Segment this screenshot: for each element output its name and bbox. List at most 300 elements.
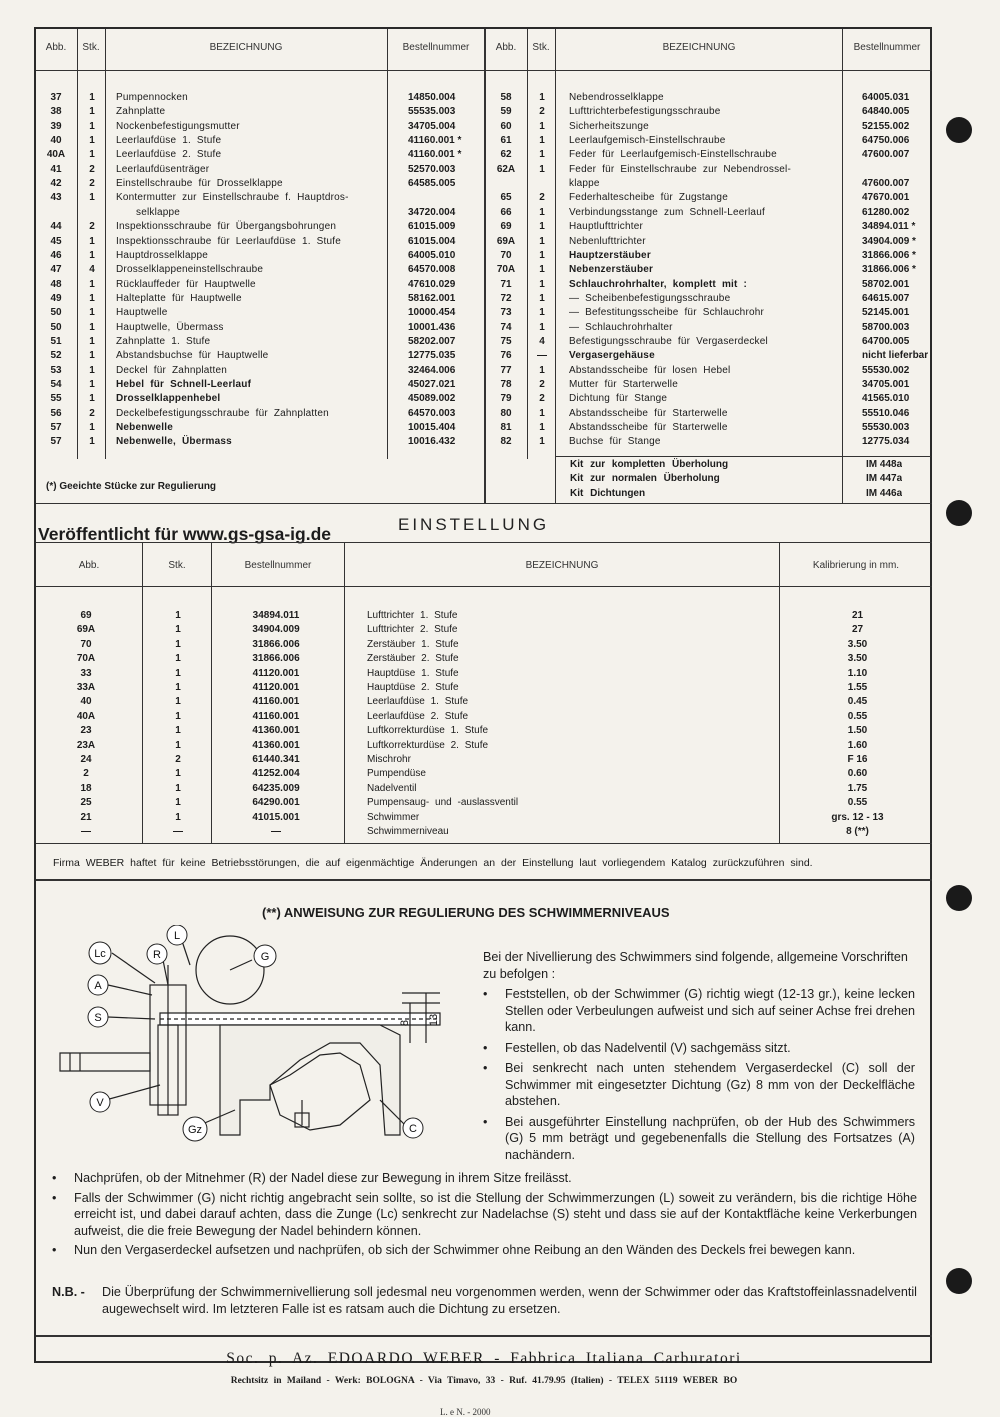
cell-stk: 1	[89, 335, 95, 347]
cell-abb: 69	[80, 610, 92, 621]
cell-abb: 69	[500, 221, 512, 233]
cell-abb: 18	[80, 782, 92, 794]
cell-bestellnummer: 31866.006 *	[862, 264, 916, 276]
cell-bestellnummer: nicht lieferbar	[862, 350, 929, 362]
cell-bestellnummer: 58700.003	[862, 321, 910, 333]
cell-bestellnummer: 47600.007	[862, 149, 910, 161]
cell-bezeichnung: Federhaltescheibe für Zugstange	[569, 192, 728, 204]
print-code: L. e N. - 2000	[440, 1407, 491, 1417]
cell-abb: 40	[80, 696, 92, 708]
cell-stk: 1	[89, 235, 95, 247]
cell-bezeichnung: Hauptdrosselklappe	[116, 249, 208, 261]
cell-bezeichnung: Nockenbefestigungsmutter	[116, 120, 240, 132]
cell-stk: 2	[539, 393, 545, 405]
cell-bestellnummer: 12775.034	[862, 436, 910, 448]
cell-stk: 1	[539, 407, 545, 419]
callout-s	[88, 1007, 108, 1027]
cell-bezeichnung: Rücklauffeder für Hauptwelle	[116, 278, 256, 290]
cell-stk: 1	[539, 206, 545, 218]
bullet-text: Feststellen, ob der Schwimmer (G) richtig wiegt (12-13 gr.), keine lecken Stellen oder Verbeulungen aufweist und sich auf seiner Achse frei drehen kann.	[505, 987, 915, 1034]
cell-abb: 51	[50, 335, 62, 347]
cell-abb: 70A	[496, 264, 516, 276]
instructions-right-bullets	[483, 986, 915, 1167]
cell-stk: 1	[175, 782, 181, 794]
cell-bezeichnung: Feder für Leerlaufgemisch-Einstellschraube	[569, 149, 777, 161]
svg-text:R: R	[153, 949, 161, 961]
cell-bestellnummer: 31866.006	[252, 638, 300, 650]
cell-bezeichnung: Drosselklappenhebel	[116, 393, 221, 405]
cell-stk: 4	[539, 335, 545, 347]
kit-number: IM 447a	[866, 473, 903, 485]
cell-bezeichnung: Nebenwelle, Übermass	[116, 436, 232, 448]
cell-bestellnummer: 55530.002	[862, 364, 910, 376]
cell-stk: 1	[89, 92, 95, 103]
cell-abb: 33A	[76, 682, 96, 693]
instruction-bullet: • Feststellen, ob der Schwimmer (G) richtig wiegt (12-13 gr.), keine lecken Stellen oder Verbeulungen aufweist und sich auf seiner Achse frei drehen kann.	[483, 987, 915, 1034]
cell-bestellnummer: 41120.001	[252, 667, 300, 679]
dimension-8: 8	[399, 1019, 411, 1027]
cell-bestellnummer: 61280.002	[862, 206, 910, 218]
cell-bezeichnung: Mutter für Starterwelle	[569, 379, 678, 390]
binder-hole	[946, 885, 972, 911]
cell-stk: 1	[175, 768, 181, 780]
cell-stk: 1	[539, 249, 545, 261]
cell-bestellnummer: 10000.454	[408, 307, 456, 319]
cell-stk: —	[173, 826, 183, 837]
cell-bestellnummer: 41360.001	[252, 739, 300, 751]
cell-bezeichnung: — Schlauchrohrhalter	[569, 321, 673, 333]
cell-abb: 43	[50, 192, 62, 204]
cell-bezeichnung: Nebenlufttrichter	[569, 235, 646, 247]
cell-kalibrierung: 1.10	[847, 667, 868, 679]
cell-stk: 1	[89, 307, 95, 319]
cell-stk: 1	[539, 321, 545, 333]
disclaimer: Firma WEBER haftet für keine Betriebsstörungen, die auf eigenmächtige Änderungen an der Einstellung laut vorliegendem Katalog zurückzuführen sind.	[53, 857, 813, 869]
cell-bezeichnung: Schlauchrohrhalter, komplett mit :	[569, 278, 748, 290]
cell-abb: 21	[80, 811, 92, 823]
cell-bestellnummer: 34705.001	[862, 379, 910, 390]
cell-stk: 1	[89, 292, 95, 304]
instruction-bullet: • Bei ausgeführter Einstellung nachprüfen, ob der Hub des Schwimmers (G) 5 mm beträgt und gegebenenfalls die Stellung des Fortsatzes (A) nachändern.	[483, 1114, 915, 1162]
svg-text:S: S	[94, 1012, 102, 1024]
cell-abb: 50	[50, 321, 62, 333]
cell-abb: 42	[50, 178, 62, 190]
cell-abb: 72	[500, 292, 512, 304]
cell-abb: 40A	[46, 149, 66, 161]
cell-abb: 39	[50, 120, 62, 132]
callout-c	[403, 1118, 423, 1138]
cell-bezeichnung: Zahnplatte 1. Stufe	[116, 335, 211, 347]
cell-bestellnummer: 64570.008	[408, 264, 456, 276]
cell-stk: 1	[539, 92, 545, 103]
cell-bezeichnung: Drosselklappeneinstellschraube	[116, 264, 264, 276]
cell-bezeichnung: Hauptdüse 1. Stufe	[367, 667, 459, 679]
bullet-text: Bei ausgeführter Einstellung nachprüfen, ob der Hub des Schwimmers (G) 5 mm beträgt und gegebenenfalls die Stellung des Fortsatzes (A) nachändern.	[505, 1114, 915, 1162]
cell-bezeichnung: Leerlaufdüsenträger	[116, 163, 210, 175]
cell-kalibrierung: 8 (**)	[846, 826, 869, 837]
cell-abb: 2	[83, 768, 89, 780]
callout-r	[147, 944, 167, 964]
calib-header-abb: Abb.	[78, 560, 100, 571]
cell-abb: 81	[500, 422, 512, 434]
instructions-full-bullets	[52, 1170, 917, 1262]
instruction-bullet: • Nachprüfen, ob der Mitnehmer (R) der Nadel diese zur Bewegung in ihrem Sitze freilässt.	[52, 1171, 572, 1185]
cell-bezeichnung: Hebel für Schnell-Leerlauf	[116, 379, 252, 390]
cell-stk: 1	[175, 653, 181, 665]
header-stk-right: Stk.	[532, 42, 550, 53]
cell-stk: 1	[89, 135, 95, 147]
cell-bezeichnung: Leerlaufdüse 2. Stufe	[367, 710, 469, 722]
cell-stk: 1	[89, 120, 95, 132]
cell-bestellnummer: 64235.009	[252, 782, 300, 794]
callout-g	[254, 945, 276, 967]
cell-stk: 1	[539, 292, 545, 304]
bullet-text: Nachprüfen, ob der Mitnehmer (R) der Nadel diese zur Bewegung in ihrem Sitze freilässt.	[74, 1171, 572, 1185]
cell-abb: 25	[80, 797, 92, 809]
instruction-bullet: • Nun den Vergaserdeckel aufsetzen und nachprüfen, ob sich der Schwimmer ohne Reibung an den Wänden des Deckels frei bewegen kann.	[52, 1243, 856, 1257]
cell-bestellnummer: 41120.001	[252, 682, 300, 693]
cell-stk: 1	[539, 422, 545, 434]
cell-stk: 1	[89, 364, 95, 376]
cell-bestellnummer: 34904.009	[252, 624, 300, 636]
cell-bezeichnung: Zerstäuber 1. Stufe	[367, 638, 459, 650]
cell-bezeichnung: Schwimmerniveau	[367, 826, 449, 837]
calibrated-parts-footnote: (*) Geeichte Stücke zur Regulierung	[46, 481, 217, 492]
cell-bezeichnung: Lufttrichterbefestigungsschraube	[569, 106, 721, 118]
cell-bezeichnung: klappe	[569, 178, 600, 190]
cell-stk: 1	[539, 436, 545, 448]
cell-abb: 77	[500, 364, 512, 376]
bullet-text: Festellen, ob das Nadelventil (V) sachgemäss sitzt.	[505, 1040, 791, 1055]
footer-company: Soc. p. Az. EDOARDO WEBER - Fabbrica Italiana Carburatori	[226, 1350, 742, 1367]
cell-bezeichnung: Leerlaufdüse 1. Stufe	[116, 135, 222, 147]
cell-bestellnummer: 61015.009	[408, 221, 456, 233]
cell-stk: 4	[89, 264, 95, 276]
cell-abb: 46	[50, 249, 62, 261]
cell-stk: 1	[175, 725, 181, 737]
binder-hole	[946, 1268, 972, 1294]
cell-stk: 1	[539, 307, 545, 319]
cell-abb: 73	[500, 307, 512, 319]
svg-text:Gz: Gz	[187, 1124, 203, 1136]
cell-abb: 38	[50, 106, 62, 118]
cell-kalibrierung: F 16	[847, 754, 868, 765]
cell-bezeichnung: Nebendrosselklappe	[569, 92, 664, 103]
cell-bestellnummer: 34705.004	[408, 120, 456, 132]
cell-bestellnummer: 61015.004	[408, 235, 456, 247]
callout-l	[167, 925, 187, 945]
cell-bestellnummer: 45089.002	[408, 393, 456, 405]
cell-stk: 1	[539, 278, 545, 290]
cell-stk: 1	[89, 106, 95, 118]
cell-bezeichnung: Kontermutter zur Einstellschraube f. Hauptdros-	[116, 192, 349, 204]
calib-header-kal: Kalibrierung in mm.	[812, 560, 900, 571]
cell-stk: 2	[89, 163, 95, 175]
cell-abb: 47	[50, 264, 62, 276]
cell-bezeichnung: Pumpensaug- und -auslassventil	[367, 797, 519, 809]
cell-bezeichnung: Abstandsscheibe für losen Hebel	[569, 364, 731, 376]
cell-bezeichnung: Hauptzerstäuber	[569, 249, 651, 261]
cell-abb: 75	[500, 335, 512, 347]
cell-abb: 44	[50, 221, 62, 233]
cell-bezeichnung: Nebenwelle	[116, 422, 174, 434]
cell-bestellnummer: —	[271, 826, 281, 837]
cell-bestellnummer: 52155.002	[862, 120, 910, 132]
cell-abb: 57	[50, 436, 62, 448]
cell-abb: 60	[500, 120, 512, 132]
cell-bestellnummer: 47670.001	[862, 192, 910, 204]
cell-stk: 1	[539, 221, 545, 233]
cell-stk: 1	[539, 149, 545, 161]
cell-kalibrierung: 0.55	[847, 710, 868, 722]
cell-bestellnummer: 64290.001	[252, 797, 300, 809]
cell-abb: 62	[500, 149, 512, 161]
cell-stk: 2	[89, 407, 95, 419]
cell-bestellnummer: 41160.001	[252, 696, 300, 708]
cell-bestellnummer: 34904.009 *	[862, 235, 916, 247]
cell-stk: 2	[539, 379, 545, 390]
cell-bezeichnung: Lufttrichter 1. Stufe	[367, 610, 458, 621]
cell-abb: 71	[500, 278, 512, 290]
cell-bezeichnung: — Scheibenbefestigungsschraube	[569, 292, 731, 304]
cell-bezeichnung: Deckel für Zahnplatten	[116, 364, 228, 376]
cell-bestellnummer: 64570.003	[408, 407, 456, 419]
cell-bestellnummer: 45027.021	[408, 379, 456, 390]
cell-bezeichnung: Mischrohr	[367, 754, 411, 765]
cell-stk: 1	[175, 682, 181, 693]
cell-bestellnummer: 32464.006	[408, 364, 456, 376]
watermark: Veröffentlicht für www.gs-gsa-ig.de	[38, 524, 331, 544]
cell-stk: 1	[175, 696, 181, 708]
cell-bestellnummer: 52570.003	[408, 163, 456, 175]
cell-bezeichnung: Lufttrichter 2. Stufe	[367, 624, 458, 636]
kit-name: Kit Dichtungen	[570, 487, 646, 499]
cell-kalibrierung: 27	[851, 624, 864, 636]
cell-bestellnummer: 64840.005	[862, 106, 910, 118]
cell-bestellnummer: 41015.001	[252, 811, 300, 823]
cell-abb: 33	[80, 667, 92, 679]
cell-bezeichnung: Inspektionsschraube für Übergangsbohrungen	[116, 221, 337, 233]
cell-kalibrierung: 3.50	[847, 638, 868, 650]
cell-bestellnummer: 34894.011 *	[862, 221, 916, 233]
cell-bestellnummer: 10001.436	[408, 321, 456, 333]
cell-bezeichnung: Einstellschraube für Drosselklappe	[116, 178, 283, 190]
cell-bezeichnung: selklappe	[136, 206, 181, 218]
cell-abb: 55	[50, 393, 62, 405]
cell-bestellnummer: 64700.005	[862, 335, 910, 347]
instructions-intro: Bei der Nivellierung des Schwimmers sind folgende, allgemeine Vorschriften zu befolgen :	[483, 950, 908, 981]
nb-text: Die Überprüfung der Schwimmernivellierung soll jedesmal neu vorgenommen werden, wenn der Schwimmer oder das Kraftstoffeinlassnadelventil augewechselt wird. Im letzteren Falle ist es ratsam auch die Dichtung zu ersetzen.	[102, 1285, 917, 1316]
cell-bezeichnung: Buchse für Stange	[569, 436, 661, 448]
cell-bestellnummer: 58702.001	[862, 278, 910, 290]
cell-stk: 1	[175, 797, 181, 809]
cell-bezeichnung: Hauptwelle	[116, 307, 168, 319]
cell-bestellnummer: 61440.341	[252, 754, 300, 765]
cell-abb: 24	[80, 754, 92, 765]
cell-bezeichnung: Pumpennocken	[116, 92, 188, 103]
cell-abb: 61	[500, 135, 512, 147]
kit-name: Kit zur normalen Überholung	[570, 473, 720, 485]
header-bez-right: BEZEICHNUNG	[662, 42, 736, 53]
cell-abb: 57	[50, 422, 62, 434]
callout-a	[88, 975, 108, 995]
cell-abb: 70	[80, 638, 92, 650]
cell-bestellnummer: 41160.001	[252, 710, 300, 722]
cell-bezeichnung: Leerlaufgemisch-Einstellschraube	[569, 135, 726, 147]
header-bez-left: BEZEICHNUNG	[209, 42, 283, 53]
cell-bezeichnung: Leerlaufdüse 1. Stufe	[367, 696, 469, 708]
cell-stk: 2	[539, 106, 545, 118]
cell-bezeichnung: Nadelventil	[367, 782, 417, 794]
cell-bezeichnung: Feder für Einstellschraube zur Nebendrossel-	[569, 163, 792, 175]
cell-bestellnummer: 41160.001 *	[408, 149, 462, 161]
cell-bestellnummer: 47600.007	[862, 178, 910, 190]
cell-abb: 70A	[76, 653, 96, 665]
cell-kalibrierung: grs. 12 - 13	[831, 811, 884, 823]
cell-stk: 2	[539, 192, 545, 204]
cell-bestellnummer: 64615.007	[862, 292, 910, 304]
calib-header-bez: BEZEICHNUNG	[525, 560, 599, 571]
cell-stk: 2	[175, 754, 181, 765]
svg-text:Lc: Lc	[94, 948, 106, 960]
cell-stk: 1	[539, 235, 545, 247]
cell-abb: 59	[500, 106, 512, 118]
cell-abb: 37	[50, 92, 62, 103]
cell-abb: 53	[50, 364, 62, 376]
cell-abb: 69A	[496, 235, 516, 247]
cell-bestellnummer: 55535.003	[408, 106, 456, 118]
cell-abb: 48	[50, 278, 62, 290]
cell-bezeichnung: Luftkorrekturdüse 2. Stufe	[367, 739, 489, 751]
cell-bezeichnung: Dichtung für Stange	[569, 393, 668, 405]
cell-bezeichnung: Schwimmer	[367, 811, 420, 823]
cell-bestellnummer: 58202.007	[408, 335, 456, 347]
cell-abb: 65	[500, 192, 512, 204]
cell-kalibrierung: 3.50	[847, 653, 868, 665]
cell-kalibrierung: 1.60	[847, 739, 868, 751]
cell-bezeichnung: Luftkorrekturdüse 1. Stufe	[367, 725, 489, 737]
cell-stk: 1	[175, 624, 181, 636]
binder-hole	[946, 117, 972, 143]
calib-header-stk: Stk.	[168, 560, 186, 571]
callout-gz	[183, 1117, 207, 1141]
cell-bezeichnung: Vergasergehäuse	[569, 350, 655, 362]
cell-bestellnummer: 41360.001	[252, 725, 300, 737]
cell-stk: 1	[175, 710, 181, 722]
cell-abb: 66	[500, 206, 512, 218]
cell-kalibrierung: 0.45	[847, 696, 868, 708]
cell-bestellnummer: 55530.003	[862, 422, 910, 434]
instruction-bullet: • Falls der Schwimmer (G) nicht richtig angebracht sein sollte, so ist die Stellung der Schwimmerzungen (L) soweit zu verändern, bis die richtige Höhe erreicht ist, und dabei darauf achten, dass die Zunge (Lc) senkrecht zur Nadelachse (S) steht und dass sie auf der Kontaktfläche keine Verkerbungen aufweist, die die freie Bewegung der Nadel behindern können.	[52, 1190, 917, 1238]
footer-address: Rechtsitz in Mailand - Werk: BOLOGNA - Via Timavo, 33 - Ruf. 41.79.95 (Italien) - TELEX 51119 WEBER BO	[230, 1376, 738, 1386]
cell-stk: —	[537, 350, 547, 362]
cell-abb: 23	[80, 725, 92, 737]
cell-abb: 76	[500, 350, 512, 362]
dimension-13: 13	[428, 1013, 440, 1027]
cell-bestellnummer: 41565.010	[862, 393, 910, 405]
cell-bestellnummer: 52145.001	[862, 307, 910, 319]
cell-stk: 1	[539, 120, 545, 132]
cell-kalibrierung: 0.60	[847, 768, 868, 780]
cell-stk: 1	[539, 364, 545, 376]
cell-bezeichnung: Abstandsscheibe für Starterwelle	[569, 407, 728, 419]
cell-bezeichnung: — Befestitungsscheibe für Schlauchrohr	[569, 307, 765, 319]
cell-bestellnummer: 55510.046	[862, 407, 910, 419]
svg-text:A: A	[94, 980, 102, 992]
cell-bezeichnung: Inspektionsschraube für Leerlaufdüse 1. Stufe	[116, 235, 342, 247]
cell-kalibrierung: 1.50	[847, 725, 868, 737]
bullet-text: Bei senkrecht nach unten stehendem Vergaserdeckel (C) soll der Schwimmer mit eingesetzter Dichtung (Gz) 8 mm von der Deckelfläche abstehen.	[505, 1061, 915, 1108]
cell-stk: 1	[89, 321, 95, 333]
float-level-diagram	[40, 925, 460, 1165]
cell-abb: 50	[50, 307, 62, 319]
cell-stk: 1	[89, 422, 95, 434]
cell-bezeichnung: Zerstäuber 2. Stufe	[367, 653, 459, 665]
cell-bestellnummer: 31866.006	[252, 653, 300, 665]
svg-text:L: L	[173, 930, 181, 942]
cell-bestellnummer: 58162.001	[408, 292, 456, 304]
cell-kalibrierung: 1.75	[847, 782, 868, 794]
cell-bestellnummer: 34720.004	[408, 206, 456, 218]
cell-bezeichnung: Verbindungsstange zum Schnell-Leerlauf	[569, 206, 765, 218]
nb-label: N.B. -	[52, 1285, 85, 1299]
cell-bezeichnung: Sicherheitszunge	[569, 120, 649, 132]
calib-header-num: Bestellnummer	[244, 560, 312, 571]
cell-stk: 2	[89, 178, 95, 190]
header-abb-right: Abb.	[495, 42, 517, 53]
cell-stk: 1	[89, 350, 95, 362]
cell-bezeichnung: Nebenzerstäuber	[569, 264, 654, 276]
cell-abb: 23A	[76, 739, 96, 751]
cell-bestellnummer: 64005.010	[408, 249, 456, 261]
cell-bezeichnung: Zahnplatte	[116, 106, 166, 118]
cell-stk: 1	[175, 610, 181, 621]
svg-text:C: C	[409, 1123, 417, 1135]
cell-abb: 79	[500, 393, 512, 405]
cell-stk: 1	[539, 163, 545, 175]
cell-bestellnummer: 10015.404	[408, 422, 456, 434]
cell-bezeichnung: Befestigungsschraube für Vergaserdeckel	[569, 335, 768, 347]
callout-lc	[89, 942, 111, 964]
cell-bestellnummer: 64005.031	[862, 92, 910, 103]
cell-stk: 1	[89, 436, 95, 448]
cell-abb: 40	[50, 135, 62, 147]
cell-abb: 45	[50, 235, 62, 247]
cell-abb: 49	[50, 292, 62, 304]
cell-stk: 1	[89, 379, 95, 390]
header-abb-left: Abb.	[45, 42, 67, 53]
cell-abb: 78	[500, 379, 512, 390]
cell-bestellnummer: 34894.011	[252, 610, 300, 621]
cell-stk: 1	[539, 264, 545, 276]
cell-abb: 58	[500, 92, 512, 103]
cell-stk: 1	[175, 811, 181, 823]
cell-kalibrierung: 21	[851, 610, 864, 621]
cell-stk: 1	[89, 149, 95, 161]
kit-number: IM 448a	[866, 459, 903, 470]
header-num-right: Bestellnummer	[853, 42, 921, 53]
cell-bestellnummer: 31866.006 *	[862, 249, 916, 261]
cell-bezeichnung: Abstandsscheibe für Starterwelle	[569, 422, 728, 434]
kit-number: IM 446a	[866, 487, 903, 499]
cell-abb: 41	[50, 163, 62, 175]
cell-bezeichnung: Pumpendüse	[367, 768, 426, 780]
bullet-text: Nun den Vergaserdeckel aufsetzen und nachprüfen, ob sich der Schwimmer ohne Reibung an den Wänden des Deckels frei bewegen kann.	[74, 1243, 856, 1257]
cell-abb: 82	[500, 436, 512, 448]
binder-hole	[946, 500, 972, 526]
cell-stk: 1	[175, 638, 181, 650]
cell-bestellnummer: 41160.001 *	[408, 135, 462, 147]
